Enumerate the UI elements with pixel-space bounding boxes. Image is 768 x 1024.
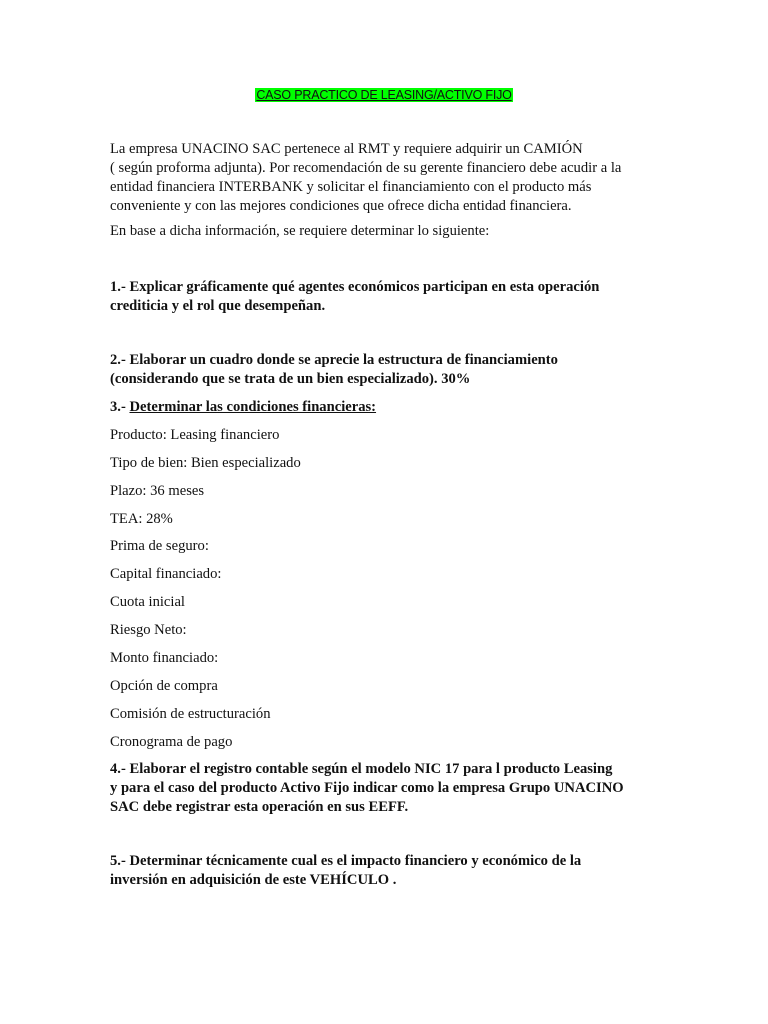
condition-item: Cuota inicial xyxy=(110,594,185,610)
question-2-line: (considerando que se trata de un bien especializado). 30% xyxy=(110,371,471,387)
condition-item: Opción de compra xyxy=(110,678,218,694)
question-2-line: 2.- Elaborar un cuadro donde se aprecie la estructura de financiamiento xyxy=(110,352,558,368)
condition-item: TEA: 28% xyxy=(110,511,173,527)
condition-item: Plazo: 36 meses xyxy=(110,483,205,499)
title-container xyxy=(0,86,768,104)
question-3-number: 3.- xyxy=(110,399,130,415)
condition-item: Tipo de bien: Bien especializado xyxy=(110,455,301,471)
intro-line: ( según proforma adjunta). Por recomendación de su gerente financiero debe acudir a la xyxy=(110,160,622,176)
intro-line: La empresa UNACINO SAC pertenece al RMT y requiere adquirir un CAMIÓN xyxy=(110,141,583,157)
question-4 xyxy=(110,760,670,817)
question-4-line: SAC debe registrar esta operación en sus EEFF. xyxy=(110,799,409,815)
condition-item: Monto financiado: xyxy=(110,650,219,666)
question-5 xyxy=(110,852,670,890)
question-3-title: Determinar las condiciones financieras: xyxy=(129,399,377,415)
condition-item: Producto: Leasing financiero xyxy=(110,427,280,443)
question-2 xyxy=(110,351,670,389)
condition-item: Riesgo Neto: xyxy=(110,622,187,638)
question-3 xyxy=(110,398,670,417)
intro-line: entidad financiera INTERBANK y solicitar el financiamiento con el producto más xyxy=(110,179,592,195)
question-5-line: 5.- Determinar técnicamente cual es el impacto financiero y económico de la xyxy=(110,853,582,869)
question-1 xyxy=(110,278,670,316)
condition-item: Cronograma de pago xyxy=(110,734,233,750)
basis-paragraph xyxy=(110,222,670,241)
condition-item: Capital financiado: xyxy=(110,566,222,582)
question-4-line: y para el caso del producto Activo Fijo indicar como la empresa Grupo UNACINO xyxy=(110,780,624,796)
question-1-line: 1.- Explicar gráficamente qué agentes económicos participan en esta operación xyxy=(110,279,600,295)
intro-line: conveniente y con las mejores condiciones que ofrece dicha entidad financiera. xyxy=(110,198,572,214)
document-title: CASO PRACTICO DE LEASING/ACTIVO FIJO xyxy=(256,88,512,102)
question-1-line: crediticia y el rol que desempeñan. xyxy=(110,298,326,314)
condition-item: Comisión de estructuración xyxy=(110,706,271,722)
intro-paragraph xyxy=(110,140,670,216)
question-4-line: 4.- Elaborar el registro contable según el modelo NIC 17 para l producto Leasing xyxy=(110,761,613,777)
question-3-heading xyxy=(110,398,670,417)
question-5-line: inversión en adquisición de este VEHÍCULO . xyxy=(110,872,397,888)
basis-text: En base a dicha información, se requiere determinar lo siguiente: xyxy=(110,223,490,239)
condition-item: Prima de seguro: xyxy=(110,538,209,554)
